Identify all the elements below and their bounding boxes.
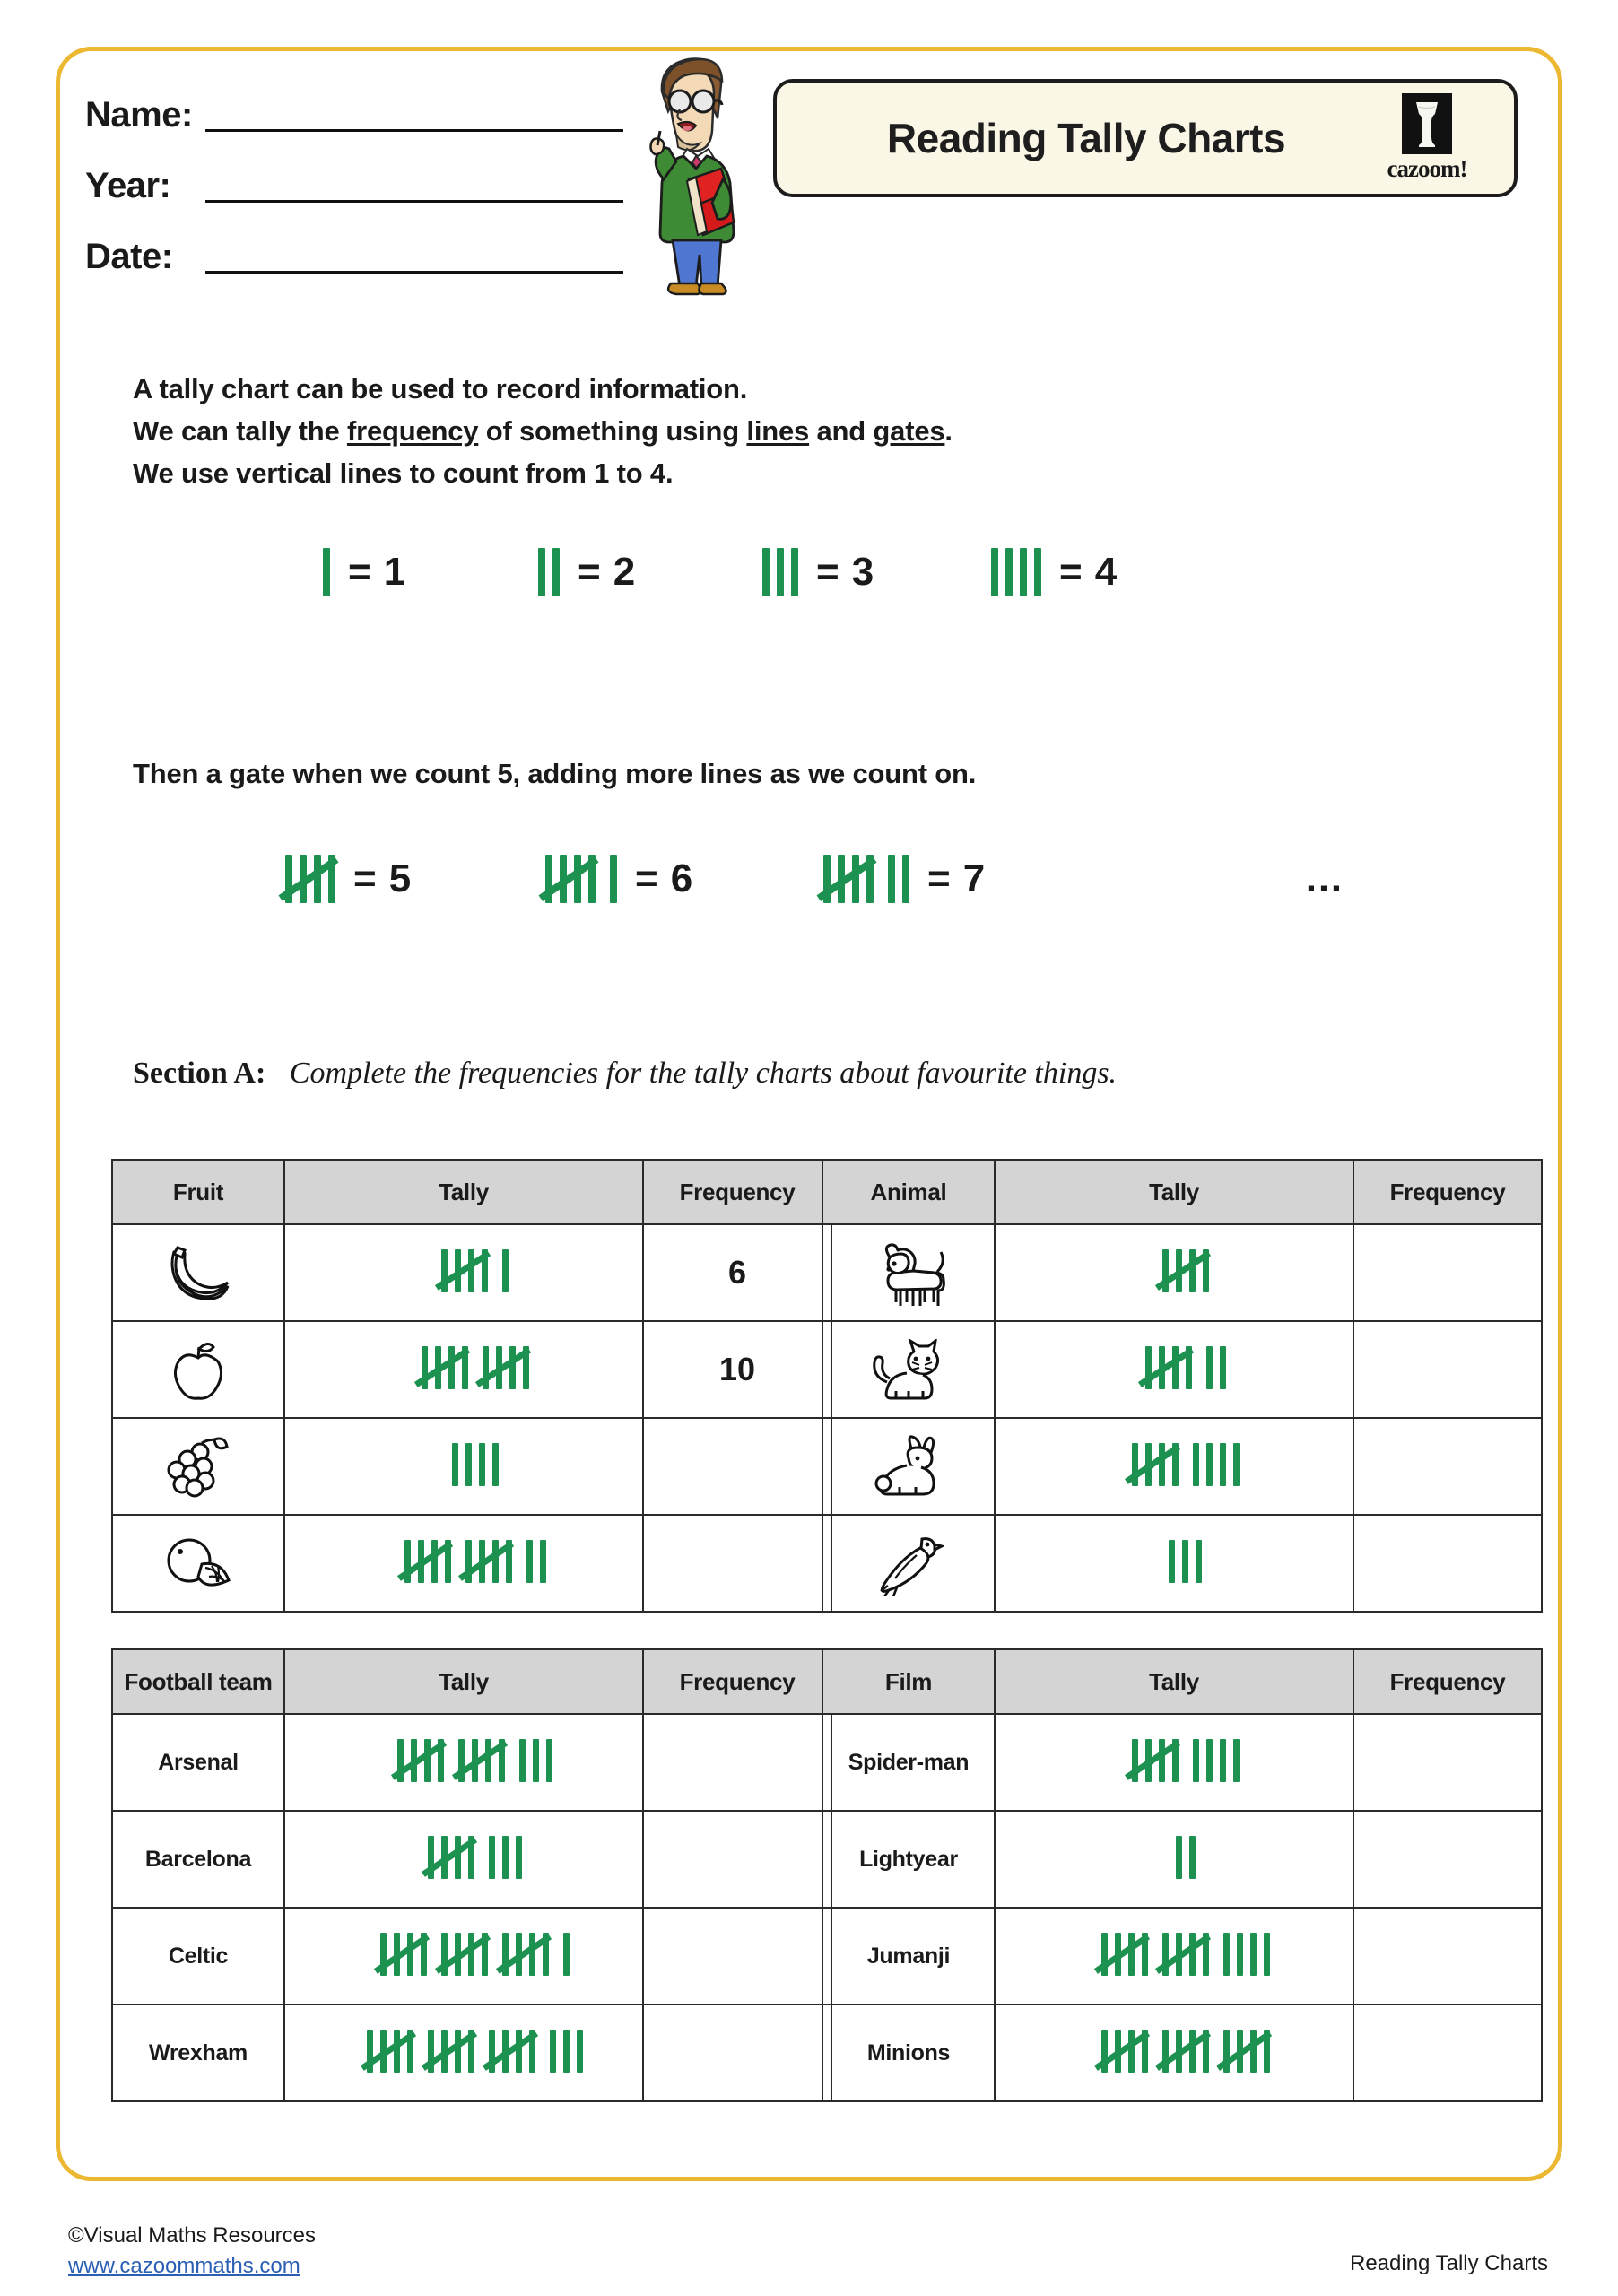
tally-marks: [441, 1249, 509, 1292]
tally-bar: [424, 1739, 431, 1782]
intro-keyword-lines: lines: [746, 415, 810, 447]
tally-bar: [1159, 1443, 1165, 1486]
grapes-icon: [112, 1418, 284, 1515]
tally-bar: [1206, 1346, 1213, 1389]
tally-bar: [1128, 2030, 1135, 2073]
tally-gate-group: [483, 1346, 529, 1389]
tally-group: [489, 1836, 522, 1879]
table-row: [822, 1714, 1542, 1811]
year-field-row: [85, 165, 623, 206]
tally-gate-group: [1132, 1443, 1179, 1486]
tally-bar: [526, 1540, 533, 1583]
orange-icon: [112, 1515, 284, 1612]
tally-bar: [1250, 1933, 1257, 1976]
tally-marks: [823, 855, 909, 903]
tally-gate-example-5: [285, 855, 411, 903]
tally-bar: [1189, 2030, 1196, 2073]
tally-bar: [1220, 1346, 1226, 1389]
tally-bar: [1237, 1933, 1243, 1976]
cazoom-wordmark: cazoom!: [1387, 155, 1467, 182]
tally-cell: [284, 1811, 643, 1908]
column-header-film: Film: [822, 1649, 995, 1714]
intro-line-2: [133, 410, 1299, 452]
tally-bar: [1233, 1739, 1240, 1782]
tally-cell: [284, 1224, 643, 1321]
tally-bar: [502, 1836, 509, 1879]
frequency-cell[interactable]: [643, 1515, 831, 1612]
tally-marks: [404, 1540, 546, 1583]
tally-marks: [762, 548, 798, 596]
intro-text-block: [133, 368, 1299, 494]
tally-gate-group: [502, 1933, 549, 1976]
tally-bar: [762, 548, 770, 596]
equals-sign: =: [353, 857, 377, 900]
tally-group: [519, 1739, 552, 1782]
tally-example-value: 4: [1094, 550, 1118, 594]
equals-sign: =: [348, 550, 371, 594]
year-input-line[interactable]: [205, 168, 623, 203]
tally-bar: [1128, 1933, 1135, 1976]
tally-marks: [1145, 1346, 1226, 1389]
tally-example-value: 3: [851, 550, 874, 594]
tally-group: [610, 855, 617, 903]
dog-icon: [822, 1224, 995, 1321]
tally-gate-group: [1145, 1346, 1192, 1389]
column-header-frequency: Frequency: [1353, 1160, 1542, 1224]
apple-icon-glyph: [114, 1338, 283, 1401]
frequency-cell[interactable]: [1353, 1515, 1542, 1612]
tally-gate-group: [1132, 1739, 1179, 1782]
tally-bar: [1193, 1739, 1199, 1782]
date-input-line[interactable]: [205, 239, 623, 274]
tally-gate-example-6: [545, 855, 692, 903]
tally-group: [563, 1933, 570, 1976]
section-a-label: Section A:: [133, 1057, 266, 1090]
tally-bar: [452, 1443, 458, 1486]
tally-bar: [489, 1836, 495, 1879]
footer-worksheet-name: Reading Tally Charts: [1349, 2251, 1548, 2275]
tally-cell: [995, 1714, 1353, 1811]
tally-marks: [1176, 1836, 1196, 1879]
title-card: [773, 79, 1518, 197]
tally-marks: [323, 548, 330, 596]
banana-icon-glyph: [114, 1245, 283, 1300]
intro-line-2-a: We can tally the: [133, 415, 347, 447]
tally-bar: [465, 1443, 472, 1486]
tally-marks: [1132, 1739, 1240, 1782]
tally-gate-group: [823, 855, 874, 903]
column-header-fruit: Fruit: [112, 1160, 284, 1224]
tally-gate-group: [1162, 2030, 1209, 2073]
frequency-cell[interactable]: [1353, 1811, 1542, 1908]
table-row: [112, 1908, 831, 2005]
tally-bar: [492, 1443, 499, 1486]
category-label: Celtic: [112, 1908, 284, 2005]
rabbit-icon: [822, 1418, 995, 1515]
frequency-cell[interactable]: 10: [643, 1321, 831, 1418]
column-header-animal: Animal: [822, 1160, 995, 1224]
tally-bar: [791, 548, 798, 596]
tally-bar: [1189, 1933, 1196, 1976]
column-header-frequency: Frequency: [643, 1649, 831, 1714]
equals-sign: =: [927, 857, 951, 900]
column-header-football-team: Football team: [112, 1649, 284, 1714]
tally-bar: [502, 1249, 509, 1292]
tally-bar: [888, 855, 895, 903]
tally-gate-group: [428, 1836, 474, 1879]
rabbit-icon-glyph: [824, 1435, 993, 1498]
page-title: Reading Tally Charts: [886, 115, 1286, 161]
table-row: [112, 2005, 831, 2101]
tally-cell: [284, 1714, 643, 1811]
cat-icon-glyph: [824, 1339, 993, 1400]
tally-marks: [538, 548, 560, 596]
frequency-cell[interactable]: [643, 2005, 831, 2101]
table-header-row: [822, 1649, 1542, 1714]
tally-marks: [991, 548, 1041, 596]
tally-marks: [545, 855, 617, 903]
tally-bar: [1250, 2030, 1257, 2073]
tally-cell: [995, 1224, 1353, 1321]
tally-gate-group: [1101, 2030, 1148, 2073]
tally-bar: [1172, 1346, 1179, 1389]
column-header-tally: Tally: [284, 1160, 643, 1224]
tally-gate-group: [1101, 1933, 1148, 1976]
tally-bar: [529, 1933, 535, 1976]
tally-bar: [1159, 1739, 1165, 1782]
column-header-tally: Tally: [995, 1649, 1353, 1714]
tally-group: [452, 1443, 499, 1486]
tally-bar: [468, 1933, 474, 1976]
tally-gate-group: [465, 1540, 512, 1583]
table-row: [112, 1321, 831, 1418]
intro-line-2-b: of something using: [478, 415, 747, 447]
tally-bar: [394, 2030, 400, 2073]
tally-group: [502, 1249, 509, 1292]
tally-group: [526, 1540, 546, 1583]
tally-bar: [1220, 1443, 1226, 1486]
tally-bar: [407, 1933, 413, 1976]
tally-bar: [1206, 1739, 1213, 1782]
tally-gate-group: [380, 1933, 427, 1976]
tally-example-value: 2: [613, 550, 636, 594]
equals-sign: =: [1059, 550, 1083, 594]
frequency-cell[interactable]: [1353, 1418, 1542, 1515]
tally-bar: [1223, 1933, 1230, 1976]
tally-bar: [1020, 548, 1027, 596]
tally-gate-group: [422, 1346, 468, 1389]
tally-example-4: [991, 548, 1117, 596]
tally-group: [1193, 1443, 1240, 1486]
section-a-instruction: Complete the frequencies for the tally charts about favourite things.: [289, 1057, 1118, 1090]
frequency-cell[interactable]: [643, 1714, 831, 1811]
name-field-row: [85, 94, 623, 135]
category-label: Minions: [822, 2005, 995, 2101]
tally-cell: [995, 2005, 1353, 2101]
tally-cell: [995, 1418, 1353, 1515]
tally-bar: [314, 855, 321, 903]
tally-marks: [367, 2030, 583, 2073]
dog-icon-glyph: [824, 1239, 993, 1306]
bird-icon-glyph: [824, 1530, 993, 1596]
tally-bar: [431, 1540, 438, 1583]
frequency-cell[interactable]: [643, 1418, 831, 1515]
intro-line-2-c: and: [809, 415, 874, 447]
tally-bar: [479, 1443, 485, 1486]
tally-marks: [1132, 1443, 1240, 1486]
banana-icon: [112, 1224, 284, 1321]
tally-bar: [516, 1836, 522, 1879]
tally-gate-group: [441, 1249, 488, 1292]
tally-bar: [516, 2030, 522, 2073]
category-label: Lightyear: [822, 1811, 995, 1908]
student-info-block: [85, 94, 623, 307]
category-label: Jumanji: [822, 1908, 995, 2005]
table-row: [112, 1714, 831, 1811]
apple-icon: [112, 1321, 284, 1418]
tally-gate-group: [545, 855, 596, 903]
tally-example-value: 1: [383, 550, 406, 594]
tally-gate-example-value: 7: [962, 857, 986, 900]
tally-group: [538, 548, 560, 596]
table-row: [822, 1224, 1542, 1321]
tally-bar: [519, 1739, 526, 1782]
tally-bar: [323, 548, 330, 596]
table-row: [112, 1811, 831, 1908]
equals-sign: =: [816, 550, 839, 594]
ellipsis: …: [1304, 857, 1346, 900]
tally-bar: [1206, 1443, 1213, 1486]
tally-gate-group: [1223, 2030, 1270, 2073]
table-row: [822, 1811, 1542, 1908]
tally-bar: [902, 855, 909, 903]
tally-gate-group: [458, 1739, 505, 1782]
table-row: [112, 1418, 831, 1515]
tally-cell: [995, 1811, 1353, 1908]
table-header-row: [112, 1649, 831, 1714]
tally-bar: [455, 2030, 461, 2073]
category-label: Barcelona: [112, 1811, 284, 1908]
tally-bar: [550, 2030, 556, 2073]
tally-gate-group: [397, 1739, 444, 1782]
website-link[interactable]: www.cazoommaths.com: [68, 2254, 300, 2278]
table-row: [112, 1224, 831, 1321]
tally-bar: [777, 548, 784, 596]
intro-line-3: We use vertical lines to count from 1 to 4.: [133, 457, 674, 489]
tally-marks: [285, 855, 335, 903]
teacher-illustration-icon: [628, 45, 753, 305]
tally-bar: [991, 548, 998, 596]
tally-cell: [284, 1321, 643, 1418]
frequency-cell[interactable]: [1353, 1321, 1542, 1418]
intro-line-2-d: .: [944, 415, 953, 447]
tally-cell: [995, 1515, 1353, 1612]
tally-bar: [455, 1836, 461, 1879]
tally-cell: [995, 1321, 1353, 1418]
orange-icon-glyph: [114, 1534, 283, 1593]
frequency-cell[interactable]: [1353, 1224, 1542, 1321]
tally-bar: [1193, 1443, 1199, 1486]
tally-cell: [284, 1515, 643, 1612]
year-label: Year:: [85, 166, 171, 205]
column-header-tally: Tally: [995, 1160, 1353, 1224]
tally-bar: [574, 855, 581, 903]
tally-bar: [546, 1739, 552, 1782]
tally-bar: [1182, 1540, 1188, 1583]
tally-bar: [1034, 548, 1041, 596]
tally-marks: [452, 1443, 499, 1486]
tally-marks: [1101, 2030, 1270, 2073]
table-row: [822, 2005, 1542, 2101]
frequency-cell[interactable]: [643, 1908, 831, 2005]
tally-group: [1176, 1836, 1196, 1879]
gate-explanation-text: Then a gate when we count 5, adding more lines as we count on.: [133, 758, 977, 789]
tally-bar: [610, 855, 617, 903]
tally-bar: [540, 1540, 546, 1583]
tally-table-fruit: [111, 1159, 832, 1613]
tally-bar: [509, 1346, 516, 1389]
table-header-row: [822, 1160, 1542, 1224]
grapes-icon-glyph: [114, 1432, 283, 1500]
table-row: [822, 1515, 1542, 1612]
table-row: [822, 1908, 1542, 2005]
tally-gate-group: [1162, 1249, 1209, 1292]
cat-icon: [822, 1321, 995, 1418]
equals-sign: =: [635, 857, 658, 900]
tally-bar: [1189, 1249, 1196, 1292]
category-label: Arsenal: [112, 1714, 284, 1811]
tally-cell: [284, 2005, 643, 2101]
tally-bar: [485, 1739, 491, 1782]
name-input-line[interactable]: [205, 97, 623, 132]
tally-example-3: [762, 548, 874, 596]
table-row: [822, 1321, 1542, 1418]
tally-example-1: [323, 548, 405, 596]
tally-bar: [563, 2030, 570, 2073]
tally-bar: [1264, 1933, 1270, 1976]
tally-marks: [397, 1739, 552, 1782]
tally-cell: [284, 1418, 643, 1515]
tally-marks: [1101, 1933, 1270, 1976]
tally-gate-group: [1162, 1933, 1209, 1976]
category-label: Wrexham: [112, 2005, 284, 2101]
tally-example-2: [538, 548, 635, 596]
tally-group: [323, 548, 330, 596]
tally-gate-group: [404, 1540, 451, 1583]
footer-left: [68, 2221, 316, 2282]
tally-marks: [422, 1346, 529, 1389]
tally-bar: [1189, 1836, 1196, 1879]
date-field-row: [85, 236, 623, 277]
tally-bar: [538, 548, 545, 596]
intro-keyword-gates: gates: [873, 415, 945, 447]
tally-gate-group: [489, 2030, 535, 2073]
tally-gate-example-value: 5: [388, 857, 412, 900]
frequency-cell[interactable]: 6: [643, 1224, 831, 1321]
section-a-heading: [133, 1057, 1117, 1091]
category-label: Spider-man: [822, 1714, 995, 1811]
tally-table-film: [822, 1648, 1543, 2102]
frequency-cell[interactable]: [643, 1811, 831, 1908]
tally-gate-group: [367, 2030, 413, 2073]
tally-group: [1223, 1933, 1270, 1976]
tally-table-animal: [822, 1159, 1543, 1613]
tally-cell: [995, 1908, 1353, 2005]
tally-marks: [428, 1836, 522, 1879]
tally-group: [1206, 1346, 1226, 1389]
tally-bar: [1220, 1739, 1226, 1782]
tally-group: [1169, 1540, 1202, 1583]
column-header-frequency: Frequency: [643, 1160, 831, 1224]
tally-marks: [380, 1933, 570, 1976]
column-header-tally: Tally: [284, 1649, 643, 1714]
tally-bar: [1176, 1836, 1182, 1879]
tally-bar: [552, 548, 560, 596]
tally-bar: [1196, 1540, 1202, 1583]
tally-group: [888, 855, 909, 903]
tally-marks: [1162, 1249, 1209, 1292]
frequency-cell[interactable]: [1353, 2005, 1542, 2101]
intro-line-1: A tally chart can be used to record information.: [133, 373, 748, 404]
tally-bar: [448, 1346, 455, 1389]
tally-gate-example-7: [823, 855, 985, 903]
tally-marks: [1169, 1540, 1202, 1583]
tally-bar: [563, 1933, 570, 1976]
copyright-text: ©Visual Maths Resources: [68, 2223, 317, 2248]
tally-gate-group: [441, 1933, 488, 1976]
name-label: Name:: [85, 95, 193, 135]
tally-bar: [1005, 548, 1013, 596]
tally-gate-example-value: 6: [670, 857, 693, 900]
date-label: Date:: [85, 237, 173, 276]
tally-bar: [852, 855, 859, 903]
tally-bar: [1233, 1443, 1240, 1486]
table-row: [822, 1418, 1542, 1515]
frequency-cell[interactable]: [1353, 1908, 1542, 2005]
tally-group: [1193, 1739, 1240, 1782]
tally-bar: [1169, 1540, 1175, 1583]
tally-bar: [533, 1739, 539, 1782]
frequency-cell[interactable]: [1353, 1714, 1542, 1811]
column-header-frequency: Frequency: [1353, 1649, 1542, 1714]
tally-bar: [577, 2030, 583, 2073]
table-header-row: [112, 1160, 831, 1224]
cazoom-logo: [1360, 93, 1494, 183]
cazoom-vase-icon: [1402, 93, 1452, 154]
tally-bar: [468, 1249, 474, 1292]
tally-table-football: [111, 1648, 832, 2102]
tally-group: [550, 2030, 583, 2073]
equals-sign: =: [578, 550, 601, 594]
tally-group: [991, 548, 1041, 596]
tally-gate-group: [285, 855, 335, 903]
table-row: [112, 1515, 831, 1612]
tally-bar: [492, 1540, 499, 1583]
tally-cell: [284, 1908, 643, 2005]
intro-keyword-frequency: frequency: [346, 415, 479, 447]
tally-gate-group: [428, 2030, 474, 2073]
bird-icon: [822, 1515, 995, 1612]
tally-group: [762, 548, 798, 596]
